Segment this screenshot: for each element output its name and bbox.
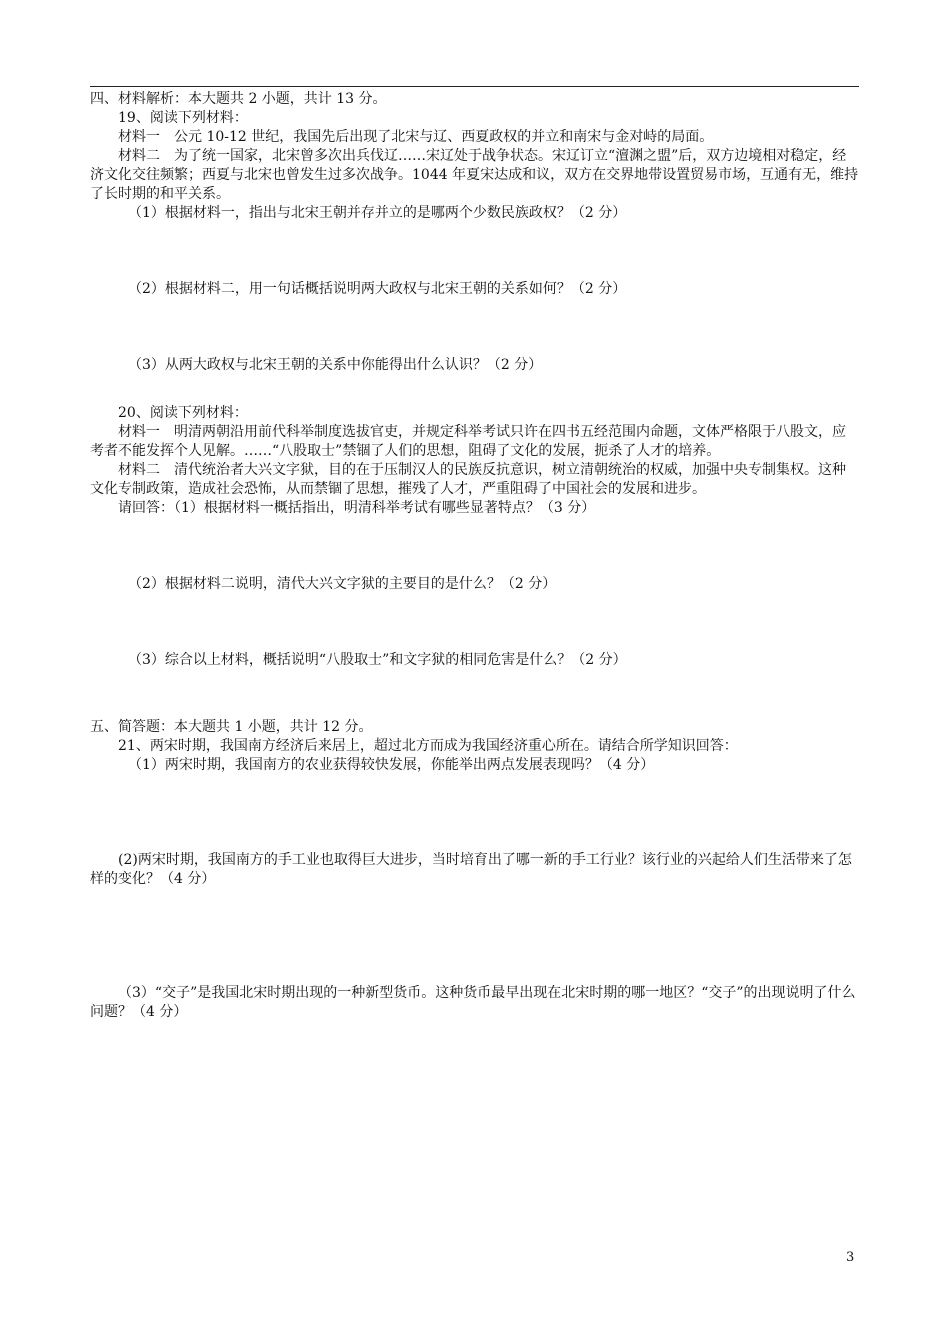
- question-21-part-1: （1）两宋时期，我国南方的农业获得较快发展，你能举出两点发展表现吗？（4 分）: [128, 757, 655, 773]
- answer-space: [90, 670, 859, 718]
- header-rule: [90, 86, 859, 87]
- question-19-material-1: 材料一 公元 10-12 世纪，我国先后出现了北宋与辽、西夏政权的并立和南宋与金对峙的局面。: [118, 129, 714, 145]
- question-19-material-2: 材料二 为了统一国家，北宋曾多次出兵伐辽……宋辽处于战争状态。宋辽订立“澶渊之盟”后，双方边境相对稳定，经济文化交往频繁；西夏与北宋也曾发生过多次战争。1044 年夏宋达成和议，双方在交界地带设置贸易市场，互通有无，维持了长时期的和平关系。: [90, 148, 859, 202]
- answer-space: [90, 889, 859, 984]
- question-20-material-1: 材料一 明清两朝沿用前代科举制度选拔官吏，并规定科举考试只许在四书五经范围内命题，文体严格限于八股文，应考者不能发挥个人见解。……“八股取士”禁锢了人们的思想，阻碍了文化的发展，扼杀了人才的培养。: [90, 424, 846, 459]
- answer-space: [90, 299, 859, 356]
- answer-space: [90, 375, 859, 404]
- answer-space: [90, 775, 859, 851]
- question-19-part-3: （3）从两大政权与北宋王朝的关系中你能得出什么认识？（2 分）: [128, 357, 543, 373]
- answer-space: [90, 594, 859, 651]
- answer-space: [90, 518, 859, 575]
- question-20-title: 20、阅读下列材料：: [118, 405, 248, 421]
- question-20-part-2: （2）根据材料二说明，清代大兴文字狱的主要目的是什么？（2 分）: [128, 576, 557, 592]
- section-4-header: 四、材料解析：本大题共 2 小题，共计 13 分。: [90, 91, 387, 107]
- page-number: 3: [846, 1250, 855, 1265]
- question-21-title: 21、两宋时期，我国南方经济后来居上，超过北方而成为我国经济重心所在。请结合所学知识回答：: [118, 738, 738, 754]
- exam-page-content: [90, 90, 859, 1022]
- question-20-part-1: 请回答：（1）根据材料一概括指出，明清科举考试有哪些显著特点？（3 分）: [118, 500, 596, 516]
- question-21-part-3: （3）“交子”是我国北宋时期出现的一种新型货币。这种货币最早出现在北宋时期的哪一地区？“交子”的出现说明了什么问题？（4 分）: [90, 985, 856, 1020]
- question-20-part-3: （3）综合以上材料，概括说明“八股取士”和文字狱的相同危害是什么？（2 分）: [128, 652, 627, 668]
- question-20-material-2: 材料二 清代统治者大兴文字狱，目的在于压制汉人的民族反抗意识，树立清朝统治的权威，加强中央专制集权。这种文化专制政策，造成社会恐怖，从而禁锢了思想，摧残了人才，严重阻碍了中国社会的发展和进步。: [90, 462, 846, 497]
- question-19-part-2: （2）根据材料二，用一句话概括说明两大政权与北宋王朝的关系如何？（2 分）: [128, 281, 627, 297]
- question-19-part-1: （1）根据材料一，指出与北宋王朝并存并立的是哪两个少数民族政权？（2 分）: [128, 205, 627, 221]
- answer-space: [90, 223, 859, 280]
- question-19-title: 19、阅读下列材料：: [118, 110, 248, 126]
- question-21-part-2: (2)两宋时期，我国南方的手工业也取得巨大进步，当时培育出了哪一新的手工行业？该行业的兴起给人们生活带来了怎样的变化？（4 分）: [90, 852, 852, 887]
- section-5-header: 五、简答题：本大题共 1 小题，共计 12 分。: [90, 719, 373, 735]
